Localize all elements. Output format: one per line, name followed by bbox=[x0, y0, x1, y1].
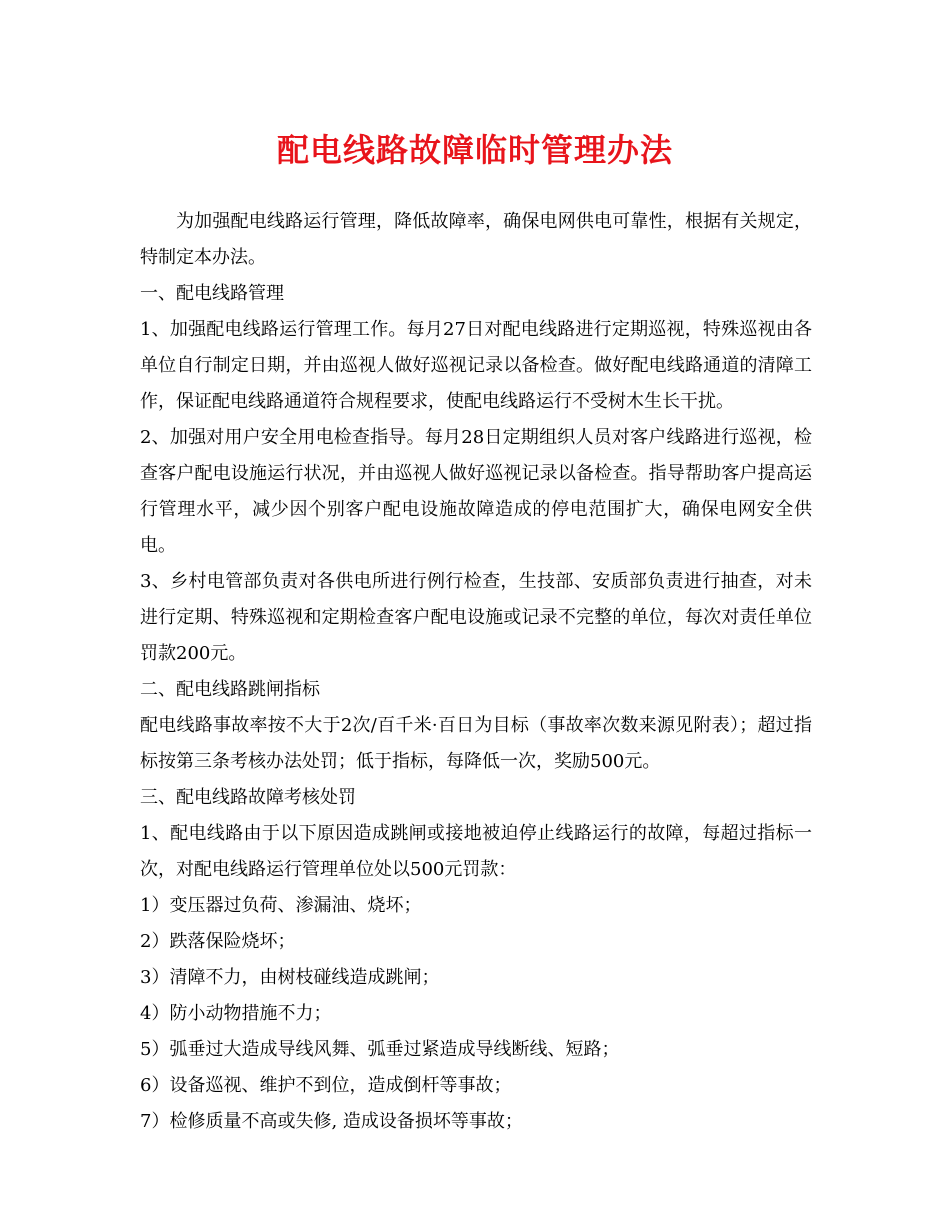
list-item-4: 4）防小动物措施不力； bbox=[140, 1003, 332, 1024]
list-item-6: 6）设备巡视、维护不到位，造成倒杆等事故； bbox=[140, 1075, 512, 1096]
section-heading-3: 三、配电线路故障考核处罚 bbox=[140, 787, 356, 808]
paragraph-1-3: 3、乡村电管部负责对各供电所进行例行检查，生技部、安质部负责进行抽查，对未进行定期、特殊巡视和定期检查客户配电设施或记录不完整的单位，每次对责任单位罚款200元。 bbox=[140, 571, 812, 664]
document-body bbox=[140, 204, 812, 1140]
section-heading-2: 二、配电线路跳闸指标 bbox=[140, 679, 320, 700]
paragraph-3-1: 1、配电线路由于以下原因造成跳闸或接地被迫停止线路运行的故障，每超过指标一次，对配电线路运行管理单位处以500元罚款： bbox=[140, 823, 812, 880]
paragraph-2: 配电线路事故率按不大于2次/百千米·百日为目标（事故率次数来源见附表）；超过指标按第三条考核办法处罚；低于指标，每降低一次，奖励500元。 bbox=[140, 715, 812, 772]
list-item-3: 3）清障不力，由树枝碰线造成跳闸； bbox=[140, 967, 440, 988]
list-item-7: 7）检修质量不高或失修, 造成设备损坏等事故； bbox=[140, 1111, 523, 1132]
paragraph-1-1: 1、加强配电线路运行管理工作。每月27日对配电线路进行定期巡视，特殊巡视由各单位自行制定日期，并由巡视人做好巡视记录以备检查。做好配电线路通道的清障工作，保证配电线路通道符合规程要求，使配电线路运行不受树木生长干扰。 bbox=[140, 319, 812, 412]
list-item-1: 1）变压器过负荷、渗漏油、烧坏； bbox=[140, 895, 422, 916]
list-item-5: 5）弧垂过大造成导线风舞、弧垂过紧造成导线断线、短路； bbox=[140, 1039, 620, 1060]
section-heading-1: 一、配电线路管理 bbox=[140, 283, 284, 304]
list-item-2: 2）跌落保险烧坏； bbox=[140, 931, 296, 952]
document-title: 配电线路故障临时管理办法 bbox=[276, 131, 673, 169]
paragraph-1-2: 2、加强对用户安全用电检查指导。每月28日定期组织人员对客户线路进行巡视，检查客户配电设施运行状况，并由巡视人做好巡视记录以备检查。指导帮助客户提高运行管理水平，减少因个别客户配电设施故障造成的停电范围扩大，确保电网安全供电。 bbox=[140, 427, 812, 556]
intro-paragraph: 为加强配电线路运行管理，降低故障率，确保电网供电可靠性，根据有关规定，特制定本办法。 bbox=[140, 211, 812, 268]
